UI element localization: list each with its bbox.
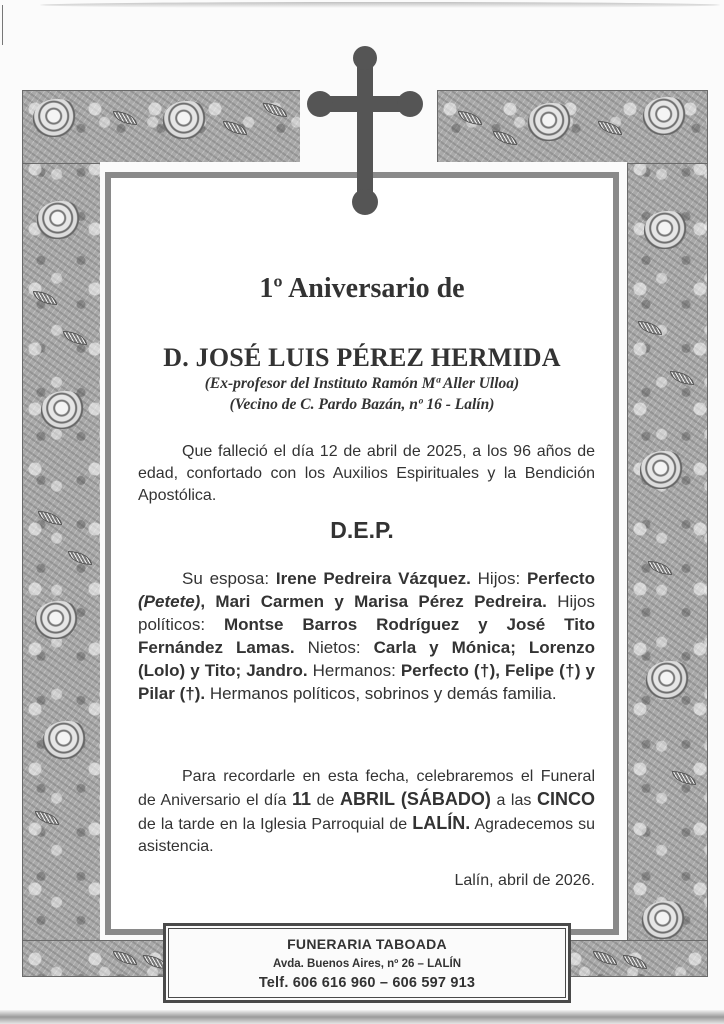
service-place: LALÍN. (412, 813, 471, 833)
deceased-occupation: (Ex-profesor del Instituto Ramón Mª Aller Ulloa) (204, 375, 520, 392)
siblings-names: Perfecto (†), Felipe (†) y Pilar (†). (138, 661, 595, 703)
child-nickname: (Petete) (138, 592, 201, 611)
service-month: ABRIL (SÁBADO) (340, 789, 491, 809)
signoff: Lalín, abril de 2026. (454, 872, 595, 889)
children-names-1: Perfecto (526, 569, 595, 588)
in-laws-names: Montse Barros Rodríguez y José Tito Fernández Lamas. (138, 615, 595, 657)
family-paragraph (138, 567, 595, 705)
page-title: 1º Aniversario de (259, 273, 465, 304)
floral-border-right (627, 90, 708, 977)
death-notice-text: Que falleció el día 12 de abril de 2025, a los 96 años de edad, confortado con los Auxilios Espirituales y la Bendición Apostólica. (138, 443, 595, 504)
cross-icon (307, 44, 423, 216)
leaf-icon (670, 371, 694, 385)
leaf-icon (623, 955, 647, 969)
rose-icon (41, 391, 87, 429)
scan-paper-edge-left (2, 5, 3, 45)
floral-border-top-right (437, 90, 708, 164)
rose-icon (642, 901, 688, 939)
rose-icon (528, 103, 574, 141)
service-text-4: de la tarde en la Iglesia Parroquial de (138, 816, 408, 833)
rose-icon (640, 451, 686, 489)
siblings-label: Hermanos: (312, 661, 396, 680)
children-names-2: , Mari Carmen y Marisa Pérez Pedreira. (200, 592, 547, 611)
leaf-icon (38, 511, 62, 525)
rose-icon (43, 721, 89, 759)
funeral-home-phone: Telf. 606 616 960 – 606 597 913 (258, 975, 476, 991)
floral-border-top-left (22, 90, 301, 164)
rose-icon (644, 211, 690, 249)
rose-icon (37, 201, 83, 239)
leaf-icon (648, 561, 672, 575)
wife-name: Irene Pedreira Vázquez. (275, 569, 471, 588)
leaf-icon (113, 951, 137, 965)
leaf-icon (493, 131, 517, 145)
leaf-icon (458, 111, 482, 125)
leaf-icon (638, 321, 662, 335)
dep-heading: D.E.P. (330, 517, 394, 543)
leaf-icon (598, 121, 622, 135)
leaf-icon (672, 771, 696, 785)
service-text-1: Para recordarle en esta fecha, celebraremos el Funeral de Aniversario el día (138, 768, 595, 809)
funeral-home-box (163, 923, 571, 1003)
service-day: 11 (292, 789, 312, 809)
service-text-3: a las (496, 792, 532, 809)
leaf-icon (33, 291, 57, 305)
rose-icon (163, 101, 209, 139)
leaf-icon (35, 811, 59, 825)
service-paragraph (138, 766, 595, 858)
rose-icon (33, 99, 79, 137)
grandchildren-names: Carla y Mónica; Lorenzo (Lolo) y Tito; Jandro. (138, 638, 596, 680)
leaf-icon (263, 103, 287, 117)
funeral-home-address: Avda. Buenos Aires, nº 26 – LALÍN (272, 958, 462, 970)
death-notice (138, 441, 595, 507)
family-closing: Hermanos políticos, sobrinos y demás familia. (209, 684, 557, 703)
leaf-icon (593, 951, 617, 965)
funeral-home-name: FUNERARIA TABOADA (287, 936, 447, 952)
scan-paper-edge-top (40, 2, 720, 8)
service-thanks: Agradecemos su asistencia. (138, 816, 596, 855)
wife-label: Su esposa: (182, 569, 270, 588)
floral-border-left (22, 90, 102, 977)
deceased-residence: (Vecino de C. Pardo Bazán, nº 16 - Lalín) (229, 396, 495, 413)
leaf-icon (113, 111, 137, 125)
rose-icon (646, 661, 692, 699)
deceased-name: D. JOSÉ LUIS PÉREZ HERMIDA (163, 343, 561, 372)
rose-icon (643, 97, 689, 135)
leaf-icon (68, 551, 92, 565)
scan-paper-edge-bottom (0, 1010, 724, 1024)
service-text-2: de (316, 792, 335, 809)
leaf-icon (63, 331, 87, 345)
funeral-home-inner (168, 928, 566, 998)
in-laws-label: Hijos políticos: (138, 592, 595, 634)
children-label: Hijos: (477, 569, 521, 588)
rose-icon (35, 601, 81, 639)
grandchildren-label: Nietos: (307, 638, 361, 657)
service-hour: CINCO (536, 789, 595, 809)
leaf-icon (223, 121, 247, 135)
